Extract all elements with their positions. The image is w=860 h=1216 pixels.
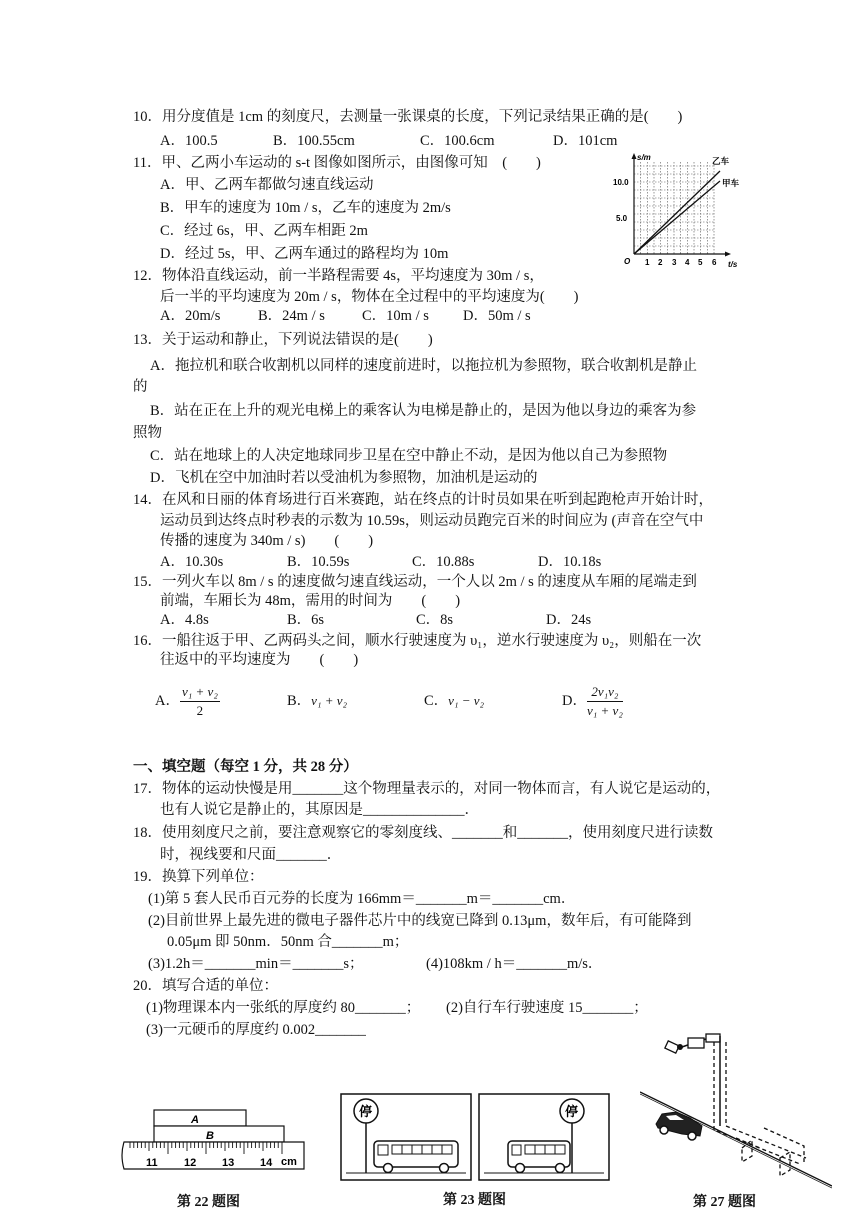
q13-stem: 13．关于运动和静止，下列说法错误的是( )	[133, 332, 433, 348]
ruler-tick-12: 12	[184, 1157, 197, 1169]
caption-fig-23: 第 23 题图	[443, 1193, 506, 1208]
q14-option-c: C．10.88s	[412, 554, 475, 570]
q15-line-2: 前端，车厢长为 48m，需用的时间为 ( )	[160, 593, 461, 609]
q13-option-c: C．站在地球上的人决定地球同步卫星在空中静止不动，是因为他以自己为参照物	[150, 448, 668, 464]
q10-option-d: D．101cm	[553, 133, 618, 149]
ruler-unit: cm	[281, 1156, 297, 1168]
graph-ytick-5: 5.0	[616, 214, 628, 223]
graph-legend-yi: 乙车	[712, 156, 730, 166]
q16-option-c	[424, 691, 484, 711]
graph-xtick-4: 4	[685, 258, 690, 267]
graph-xtick-6: 6	[712, 258, 717, 267]
q13-option-b-line2: 照物	[133, 425, 162, 441]
q11-option-b: B．甲车的速度为 10m / s，乙车的速度为 2m/s	[160, 200, 451, 216]
q12-stem-1: 12．物体沿直线运动，前一半路程需要 4s，平均速度为 30m / s，	[133, 268, 544, 284]
line-yi	[634, 171, 720, 254]
q19-line-4b: (4)108km / h＝_______m/s．	[426, 956, 603, 972]
q17-line-2: 也有人说它是静止的，其原因是______________．	[160, 802, 479, 818]
q13-option-d: D．飞机在空中加油时若以受油机为参照物，加油机是运动的	[150, 470, 538, 486]
q11-option-d: D．经过 5s，甲、乙两车通过的路程均为 10m	[160, 246, 449, 262]
q10-option-c: C．100.6cm	[420, 133, 495, 149]
q19-line-1: (1)第 5 套人民币百元券的长度为 166mm＝_______m＝_______cm．	[148, 891, 576, 907]
q16-option-a-numerator: v₁ + v₂	[180, 683, 220, 702]
caption-fig-22: 第 22 题图	[177, 1195, 240, 1210]
q16-option-d-denominator: v₁ + v₂	[586, 703, 623, 718]
q15-option-d: D．24s	[546, 612, 592, 628]
q13-option-a-line2: 的	[133, 379, 148, 395]
graph-legend-jia: 甲车	[722, 178, 740, 188]
q14-line-3: 传播的速度为 340m / s) ( )	[160, 533, 374, 549]
graph-xlabel: t/s	[728, 260, 738, 269]
block-a-label: A	[191, 1114, 199, 1126]
q16-option-d-numerator: 2v₁v₂	[587, 683, 623, 702]
graph-grid	[634, 162, 714, 254]
q16-option-a-fraction	[180, 683, 220, 720]
q16-option-d-label: D．	[562, 692, 587, 709]
block-b	[154, 1126, 284, 1142]
q17-line-1: 17．物体的运动快慢是用_______这个物理量表示的，对同一物体而言，有人说它是运动的，	[133, 781, 721, 797]
q12-option-a: A．20m/s	[160, 308, 221, 324]
q19-line-4a: (3)1.2h＝_______min＝_______s；	[148, 956, 364, 972]
bus-figure-left	[340, 1093, 472, 1181]
q10-option-a: A．100.5	[160, 133, 218, 149]
q10-stem: 10．用分度值是 1cm 的刻度尺，去测量一张课桌的长度，下列记录结果正确的是( )	[133, 109, 683, 125]
q16-option-b	[287, 691, 347, 711]
q16-option-b-expr: v₁ + v₂	[311, 693, 348, 708]
q12-option-b: B．24m / s	[258, 308, 325, 324]
graph-xtick-1: 1	[645, 258, 650, 267]
q16-option-d	[562, 683, 623, 720]
stop-sign-text: 停	[359, 1104, 373, 1119]
q14-option-a: A．10.30s	[160, 554, 224, 570]
q12-option-c: C．10m / s	[362, 308, 429, 324]
speed-camera-figure	[640, 1030, 832, 1190]
bus-figure-right	[478, 1093, 610, 1181]
q16-option-c-expr: v₁ − v₂	[448, 693, 485, 708]
ruler-tick-11: 11	[146, 1157, 158, 1169]
graph-xtick-5: 5	[698, 258, 703, 267]
ruler-figure	[118, 1105, 310, 1187]
q13-option-a-line1: A．拖拉机和联合收割机以同样的速度前进时，以拖拉机为参照物，联合收割机是静止	[150, 358, 697, 374]
q12-option-d: D．50m / s	[463, 308, 531, 324]
q11-option-a: A．甲、乙两车都做匀速直线运动	[160, 177, 374, 193]
q19-line-3: 0.05μm 即 50nm．50nm 合_______m；	[167, 934, 409, 950]
caption-fig-27: 第 27 题图	[693, 1195, 756, 1210]
q19-line-2: (2)目前世界上最先进的微电子器件芯片中的线宽已降到 0.13μm，数年后，有可能降到	[148, 913, 692, 929]
ruler-tick-14: 14	[260, 1157, 273, 1169]
q13-option-b-line1: B．站在正在上升的观光电梯上的乘客认为电梯是静止的，是因为他以身边的乘客为参	[150, 403, 697, 419]
q16-option-a-denominator: 2	[196, 703, 204, 718]
graph-origin: O	[624, 257, 631, 266]
q18-line-1: 18．使用刻度尺之前，要注意观察它的零刻度线、_______和_______，使用刻度尺进行读数	[133, 825, 713, 841]
q10-option-b: B．100.55cm	[273, 133, 355, 149]
graph-xtick-2: 2	[658, 258, 663, 267]
section-heading: 一、填空题（每空 1 分，共 28 分）	[133, 759, 358, 775]
car-icon	[656, 1112, 702, 1140]
st-graph	[610, 150, 750, 272]
q18-line-2: 时，视线要和尺面_______．	[160, 847, 342, 863]
q16-option-a-label: A．	[155, 692, 180, 709]
q16-line-2: 往返中的平均速度为 ( )	[160, 652, 359, 668]
block-a	[154, 1110, 246, 1126]
q20-line-1a: (1)物理课本内一张纸的厚度约 80_______；	[146, 1000, 421, 1016]
stop-sign-text: 停	[565, 1104, 579, 1119]
graph-ylabel: s/m	[637, 153, 651, 162]
q20-line-2: (3)一元硬币的厚度约 0.002_______	[146, 1022, 366, 1038]
ruler-tick-13: 13	[222, 1157, 235, 1169]
q12-stem-2: 后一半的平均速度为 20m / s，物体在全过程中的平均速度为( )	[160, 289, 579, 305]
block-b-label: B	[206, 1130, 214, 1142]
q14-line-1: 14．在风和日丽的体育场进行百米赛跑，站在终点的计时员如果在听到起跑枪声开始计时，	[133, 492, 713, 508]
q20-line-1b: (2)自行车行驶速度 15_______；	[446, 1000, 648, 1016]
q19-stem: 19．换算下列单位：	[133, 869, 264, 885]
q16-option-d-fraction	[587, 683, 623, 720]
q11-option-c: C．经过 6s，甲、乙两车相距 2m	[160, 223, 368, 239]
q15-option-c: C．8s	[416, 612, 454, 628]
q14-line-2: 运动员到达终点时秒表的示数为 10.59s，则运动员跑完百米的时间应为 (声音在空气中	[160, 513, 704, 529]
q11-stem: 11．甲、乙两小车运动的 s-t 图像如图所示，由图像可知 ( )	[133, 155, 541, 171]
q14-option-d: D．10.18s	[538, 554, 602, 570]
q20-stem: 20．填写合适的单位：	[133, 978, 278, 994]
q16-option-c-label: C．	[424, 693, 449, 709]
graph-ytick-10: 10.0	[613, 178, 629, 187]
graph-xtick-3: 3	[672, 258, 677, 267]
q15-option-b: B．6s	[287, 612, 325, 628]
q14-option-b: B．10.59s	[287, 554, 350, 570]
q16-option-b-label: B．	[287, 693, 312, 709]
q15-option-a: A．4.8s	[160, 612, 209, 628]
q16-line-1: 16．一船往返于甲、乙两码头之间，顺水行驶速度为 υ₁，逆水行驶速度为 υ₂，则船在一次	[133, 633, 702, 649]
q15-line-1: 15．一列火车以 8m / s 的速度做匀速直线运动，一个人以 2m / s 的速度从车厢的尾端走到	[133, 574, 697, 590]
q16-option-a	[155, 683, 220, 720]
